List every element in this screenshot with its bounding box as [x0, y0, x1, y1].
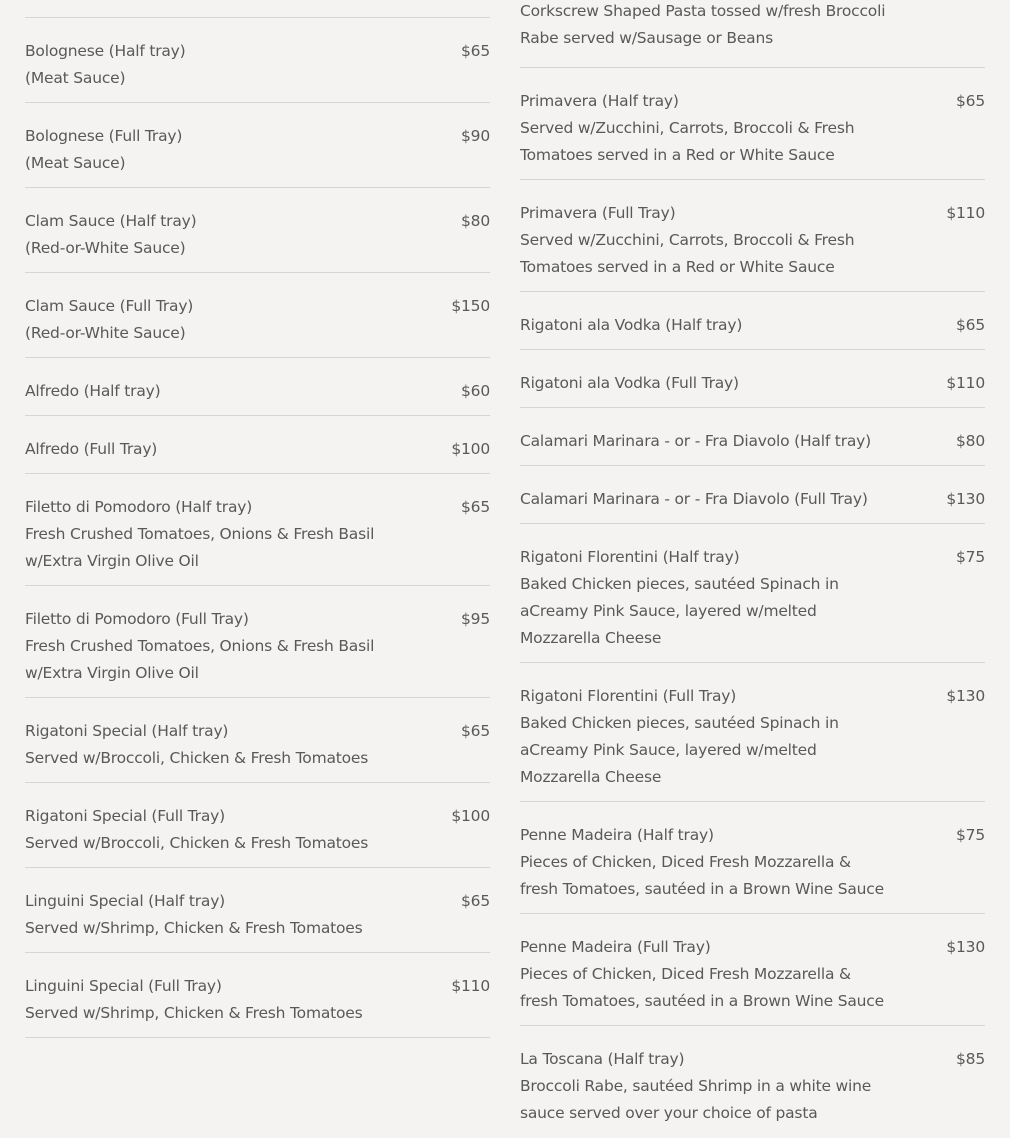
item-name: Penne Madeira (Half tray): [520, 826, 714, 844]
menu-item-partial-top: [25, 0, 490, 18]
item-description: Pieces of Chicken, Diced Fresh Mozzarella & fresh Tomatoes, sautéed in a Brown Wine Sauce: [520, 965, 884, 1010]
item-description: Pieces of Chicken, Diced Fresh Mozzarella & fresh Tomatoes, sautéed in a Brown Wine Sauce: [520, 853, 884, 898]
item-description: Fresh Crushed Tomatoes, Onions & Fresh Basil w/Extra Virgin Olive Oil: [25, 525, 375, 570]
item-price: $65: [956, 92, 985, 110]
menu-item: [520, 350, 985, 408]
item-name: Calamari Marinara - or - Fra Diavolo (Half tray): [520, 432, 871, 450]
menu-column-right: [520, 0, 985, 1138]
item-description: Served w/Shrimp, Chicken & Fresh Tomatoes: [25, 919, 363, 937]
menu-item: [25, 953, 490, 1038]
item-name: Clam Sauce (Half tray): [25, 212, 197, 230]
item-price: $150: [451, 297, 490, 315]
menu-item: [520, 408, 985, 466]
item-name: Rigatoni Special (Full Tray): [25, 807, 225, 825]
item-description: (Red-or-White Sauce): [25, 239, 186, 257]
item-price: $130: [946, 938, 985, 956]
item-description: Baked Chicken pieces, sautéed Spinach in aCreamy Pink Sauce, layered w/melted Mozzarella Cheese: [520, 575, 839, 647]
item-name: Filetto di Pomodoro (Half tray): [25, 498, 253, 516]
item-price: $65: [461, 892, 490, 910]
menu-item: [25, 474, 490, 586]
menu-item-partial-top: [520, 0, 985, 68]
menu-item: [520, 914, 985, 1026]
item-description: Served w/Broccoli, Chicken & Fresh Tomatoes: [25, 749, 369, 767]
item-price: $130: [946, 687, 985, 705]
item-description: Served w/Shrimp, Chicken & Fresh Tomatoes: [25, 1004, 363, 1022]
menu-item: [25, 698, 490, 783]
item-price: $65: [461, 42, 490, 60]
item-price: $85: [956, 1050, 985, 1068]
menu-item: [25, 273, 490, 358]
item-name: La Toscana (Half tray): [520, 1050, 685, 1068]
item-price: $65: [461, 498, 490, 516]
item-name: Penne Madeira (Full Tray): [520, 938, 711, 956]
item-price: $100: [451, 440, 490, 458]
item-name: Linguini Special (Full Tray): [25, 977, 222, 995]
menu-item: [520, 524, 985, 663]
item-description: Broccoli Rabe, sautéed Shrimp in a white wine sauce served over your choice of pasta: [520, 1077, 872, 1122]
menu-column-left: [25, 0, 490, 1038]
item-description: Served w/Zucchini, Carrots, Broccoli & Fresh Tomatoes served in a Red or White Sauce: [520, 119, 855, 164]
item-description: Served w/Broccoli, Chicken & Fresh Tomatoes: [25, 834, 369, 852]
menu-item: [25, 358, 490, 416]
item-description: Corkscrew Shaped Pasta tossed w/fresh Broccoli Rabe served w/Sausage or Beans: [520, 2, 886, 47]
item-name: Primavera (Half tray): [520, 92, 679, 110]
item-price: $90: [461, 127, 490, 145]
menu-item: [25, 868, 490, 953]
item-price: $65: [461, 722, 490, 740]
item-price: $130: [946, 490, 985, 508]
item-price: $80: [956, 432, 985, 450]
item-price: $110: [946, 374, 985, 392]
menu-item: [520, 466, 985, 524]
item-price: $65: [956, 316, 985, 334]
menu-item: [25, 18, 490, 103]
item-name: Alfredo (Full Tray): [25, 440, 158, 458]
item-name: Rigatoni ala Vodka (Half tray): [520, 316, 743, 334]
item-price: $100: [451, 807, 490, 825]
item-price: $60: [461, 382, 490, 400]
item-name: Alfredo (Half tray): [25, 382, 161, 400]
item-name: Rigatoni Florentini (Full Tray): [520, 687, 737, 705]
item-name: Rigatoni ala Vodka (Full Tray): [520, 374, 739, 392]
item-price: $75: [956, 826, 985, 844]
item-name: Calamari Marinara - or - Fra Diavolo (Full Tray): [520, 490, 868, 508]
menu-item: [25, 416, 490, 474]
menu-item: [25, 783, 490, 868]
item-name: Linguini Special (Half tray): [25, 892, 226, 910]
item-description: Served w/Zucchini, Carrots, Broccoli & Fresh Tomatoes served in a Red or White Sauce: [520, 231, 855, 276]
menu-item: [520, 663, 985, 802]
menu-item: [25, 586, 490, 698]
item-name: Primavera (Full Tray): [520, 204, 676, 222]
item-name: Bolognese (Half tray): [25, 42, 186, 60]
item-description: (Meat Sauce): [25, 69, 126, 87]
item-description: (Red-or-White Sauce): [25, 324, 186, 342]
item-description: (Meat Sauce): [25, 154, 126, 172]
item-price: $110: [451, 977, 490, 995]
item-name: Rigatoni Florentini (Half tray): [520, 548, 740, 566]
item-description: Baked Chicken pieces, sautéed Spinach in aCreamy Pink Sauce, layered w/melted Mozzarella Cheese: [520, 714, 839, 786]
item-price: $80: [461, 212, 490, 230]
item-name: Filetto di Pomodoro (Full Tray): [25, 610, 249, 628]
menu-item: [520, 1026, 985, 1138]
item-name: Clam Sauce (Full Tray): [25, 297, 194, 315]
menu-item: [520, 292, 985, 350]
menu-item: [520, 180, 985, 292]
menu-item: [520, 68, 985, 180]
menu-item: [25, 188, 490, 273]
item-name: Rigatoni Special (Half tray): [25, 722, 229, 740]
item-price: $75: [956, 548, 985, 566]
menu-item: [25, 103, 490, 188]
item-description: Fresh Crushed Tomatoes, Onions & Fresh Basil w/Extra Virgin Olive Oil: [25, 637, 375, 682]
menu-item: [520, 802, 985, 914]
item-price: $95: [461, 610, 490, 628]
item-price: $110: [946, 204, 985, 222]
item-name: Bolognese (Full Tray): [25, 127, 183, 145]
